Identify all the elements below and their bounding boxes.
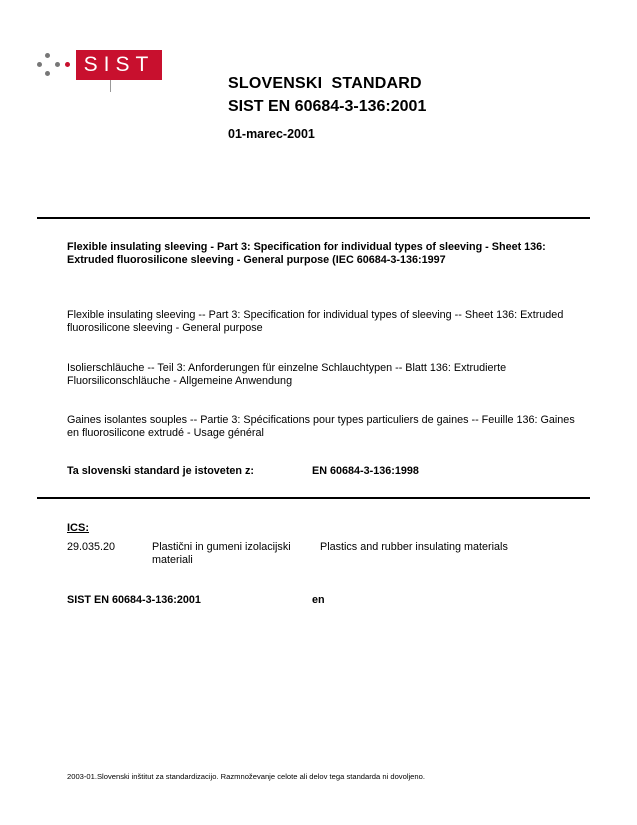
logo-dot-icon	[45, 53, 50, 58]
ics-label: ICS:	[67, 522, 89, 534]
title-english: Flexible insulating sleeving -- Part 3: Specification for individual types of sleeving -- Sheet 136: Extruded fluorosilicone sleeving - General purpose	[67, 309, 564, 334]
standard-number: SIST EN 60684-3-136:2001	[228, 98, 427, 115]
logo-wordmark: SIST	[76, 50, 162, 80]
title-french: Gaines isolantes souples -- Partie 3: Spécifications pour types particuliers de gaines -- Feuille 136: Gaines en fluorosilicone extrudé - Usage général	[67, 414, 575, 439]
ics-code: 29.035.20	[67, 541, 116, 553]
copyright-footer: 2003-01.Slovenski inštitut za standardizacijo. Razmnoževanje celote ali delov tega standarda ni dovoljeno.	[67, 772, 425, 781]
ics-description-en: Plastics and rubber insulating materials	[320, 541, 508, 553]
top-divider	[37, 217, 590, 219]
equivalence-value: EN 60684-3-136:1998	[312, 465, 419, 477]
logo-dot-icon	[55, 62, 60, 67]
logo-dot-icon	[37, 62, 42, 67]
logo-dot-icon	[65, 62, 70, 67]
title-german: Isolierschläuche -- Teil 3: Anforderungen für einzelne Schlauchtypen -- Blatt 136: Extrudierte Fluorsiliconschläuche - Allgemeine Anwendung	[67, 362, 507, 387]
ics-description-sl: Plastični in gumeni izolacijski materiali	[152, 541, 291, 566]
logo-divider	[110, 80, 111, 92]
logo-dot-icon	[45, 71, 50, 76]
document-language: en	[312, 594, 325, 606]
document-id: SIST EN 60684-3-136:2001	[67, 594, 201, 606]
standard-type: SLOVENSKI STANDARD	[228, 75, 422, 92]
publication-date: 01-marec-2001	[228, 127, 315, 141]
equivalence-label: Ta slovenski standard je istoveten z:	[67, 465, 255, 477]
title-english-bold: Flexible insulating sleeving - Part 3: Specification for individual types of sleeving - Sheet 136: Extruded fluorosilicone sleeving - General purpose (IEC 60684-3-136:1997	[67, 241, 546, 266]
bottom-divider	[37, 497, 590, 499]
